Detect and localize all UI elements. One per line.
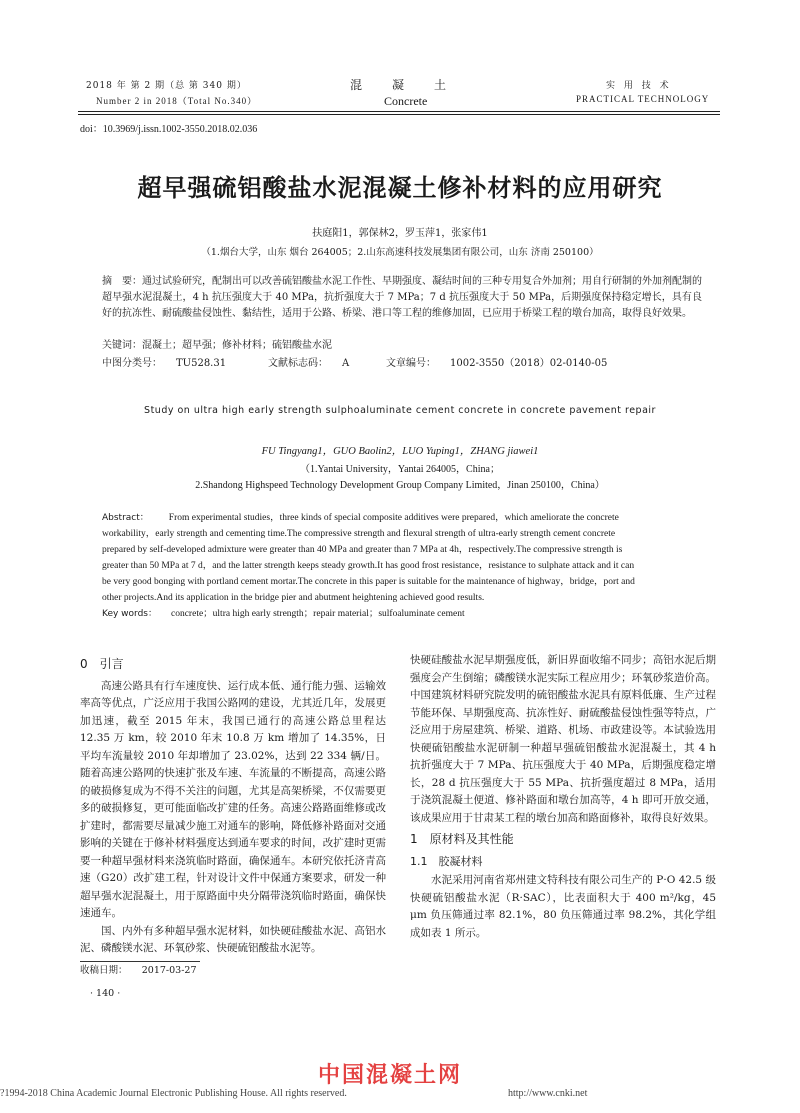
doi: doi：10.3969/j.issn.1002-3550.2018.02.036 bbox=[80, 124, 258, 135]
left-column bbox=[80, 652, 386, 1003]
section-name-cn: 实 用 技 术 bbox=[606, 81, 672, 91]
header-rule-bottom bbox=[78, 114, 720, 115]
article-no-label: 文章编号： bbox=[386, 358, 436, 369]
clc-value: TU528.31 bbox=[176, 358, 227, 369]
abstract-en-line: prepared by self-developed admixture were greater than 40 MPa and greater than 7 MPa at 4h，respectively.The compressive strength is bbox=[102, 545, 623, 555]
body-paragraph: 国、内外有多种超早强水泥材料，如快硬硅酸盐水泥、高铝水泥、磷酸镁水泥、环氧砂浆、快硬硫铝酸盐水泥等。 bbox=[80, 924, 386, 954]
journal-name-cn: 混 凝 土 bbox=[350, 78, 449, 92]
doc-code-value: A bbox=[342, 358, 350, 369]
right-column bbox=[410, 652, 716, 942]
subsection-heading-binder: 1.1 胶凝材料 bbox=[410, 854, 483, 868]
affiliations-cn: （1.烟台大学，山东 烟台 264005；2.山东高速科技发展集团有限公司，山东 济南 250100） bbox=[201, 247, 599, 258]
body-paragraph: 水泥采用河南省郑州建文特科技有限公司生产的 P·O 42.5 级快硬硫铝酸盐水泥（R·SAC），比表面积大于 400 m²/kg，45 μm 负压筛通过率 82.1%，80 负压筛通过率 98.2%，其化学组成如表 1 所示。 bbox=[410, 874, 716, 939]
abstract-en-line: workability，early strength and cementing time.The compressive strength and flexural strength of ultra-early strength cement concrete bbox=[102, 529, 616, 539]
clc bbox=[102, 356, 226, 372]
abstract-cn-label: 摘 要： bbox=[102, 276, 142, 287]
doc-code bbox=[268, 356, 349, 372]
section-name-en: PRACTICAL TECHNOLOGY bbox=[576, 94, 710, 104]
abstract-cn-text: 通过试验研究，配制出可以改善硫铝酸盐水泥工作性、早期强度、凝结时间的三种专用复合外加剂；用自行研制的外加剂配制的超早强水泥混凝土，4 h 抗压强度大于 40 MPa，抗折强度大于 7 MPa；7 d 抗压强度大于 50 MPa，后期强度保持稳定增长，具有良好的抗冻性、耐硫酸盐侵蚀性、黏结性，适用于公路、桥梁、港口等工程的维修加固，已应用于桥梁工程的墩台加高，取得良好效果。 bbox=[102, 276, 702, 319]
section-heading-intro: 0 引言 bbox=[80, 657, 124, 671]
doc-code-label: 文献标志码： bbox=[268, 358, 328, 369]
abstract-en-line: be very good bonging with portland cement mortar.The concrete in this paper is suitable for the maintenance of highway，bridge，port and bbox=[102, 577, 635, 587]
keywords-cn-text: 混凝土；超早强；修补材料；硫铝酸盐水泥 bbox=[142, 340, 332, 351]
watermark-site-name: 中国混凝土网 bbox=[318, 1063, 463, 1088]
copyright-notice: ?1994-2018 China Academic Journal Electronic Publishing House. All rights reserved. bbox=[0, 1088, 347, 1099]
article-no bbox=[386, 356, 607, 372]
received-date: 收稿日期： 2017-03-27 bbox=[80, 964, 197, 976]
abstract-en-line: other projects.And its application in the bridge pier and abutment heightening achieved good results. bbox=[102, 593, 485, 603]
header-rule-top bbox=[78, 111, 720, 112]
abstract-en-line: greater than 50 MPa at 7 d，and the latter strength keeps steady growth.It has good frost resistance，resistance to sulphate attack and it can bbox=[102, 561, 635, 571]
clc-label: 中图分类号： bbox=[102, 358, 162, 369]
journal-issue-cn: 2018 年 第 2 期（总 第 340 期） bbox=[86, 81, 247, 91]
abstract-en-label: Abstract： bbox=[102, 513, 149, 523]
authors-cn: 扶庭阳1，郭保林2，罗玉萍1，张家伟1 bbox=[312, 228, 488, 239]
keywords-cn bbox=[102, 338, 332, 354]
page-title: 超早强硫铝酸盐水泥混凝土修补材料的应用研究 bbox=[137, 174, 663, 202]
keywords-en-text: concrete；ultra high early strength；repair material；sulfoaluminate cement bbox=[171, 609, 465, 619]
body-paragraph: 高速公路具有行车速度快、运行成本低、通行能力强、运输效率高等优点，广泛应用于我国公路网的建设，尤其近几年，发展更加迅速，截至 2015 年末，我国已通行的高速公路总里程达 12.35 万 km，较 2010 年末 10.8 万 km 增加了 14.35%，日平均车流量较 2010 年却增加了 23.02%，达到 22 334 辆/日。随着高速公路网的快速扩张及车速、车流量的不断提高，高速公路的破损修复成为不得不关注的问题，尤其是高架桥梁，不仅需要更多的破损修复，更可能面临改扩建的任务。高速公路路面维修或改扩建时，都需要尽量减少施工对通车的影响，降低修补路面对交通影响的关键在于修补材料强度达到通车要求的时间，改扩建时更需要一种超早强材料来浇筑临时路面，确保通车。本研究依托济青高速（G20）改扩建工程，针对设计文件中保通方案要求，研发一种超早强水泥混凝土，用于原路面中央分隔带浇筑临时路面，确保快速通车。 bbox=[80, 679, 386, 919]
page-number: · 140 · bbox=[90, 988, 121, 999]
affil-en-2: 2.Shandong Highspeed Technology Development Group Company Limited，Jinan 250100，China） bbox=[195, 480, 605, 491]
article-no-value: 1002-3550（2018）02-0140-05 bbox=[450, 358, 608, 369]
abstract-en bbox=[102, 510, 702, 622]
cnki-url[interactable]: http://www.cnki.net bbox=[508, 1088, 588, 1099]
abstract-en-line: From experimental studies，three kinds of special composite additives were prepared，which ameliorate the concrete bbox=[168, 513, 619, 523]
journal-name-en: Concrete bbox=[384, 94, 428, 108]
body-paragraph: 快硬硅酸盐水泥早期强度低，新旧界面收缩不同步；高铝水泥后期强度会产生倒缩；磷酸镁水泥实际工程应用少；环氧砂浆造价高。中国建筑材料研究院发明的硫铝酸盐水泥具有原料低廉、生产过程节能环保、早期强度高、抗冻性好、耐硫酸盐侵蚀性强等特点，广泛应用于房屋建筑、桥梁、道路、机场、市政建设等。本试验选用快硬硫铝酸盐水泥研制一种超早强硫铝酸盐水泥混凝土，其 4 h 抗折强度大于 7 MPa、抗压强度大于 40 MPa，后期强度稳定增长，28 d 抗压强度大于 55 MPa、抗折强度超过 8 MPa，适用于浇筑混凝土便道、修补路面和墩台加高等，4 h 即可开放交通，该成果应用于甘肃某工程的墩台加高和路面修补，取得良好效果。 bbox=[410, 654, 716, 824]
title-en: Study on ultra high early strength sulphoaluminate cement concrete in concrete pavement repair bbox=[144, 405, 656, 416]
journal-issue-en: Number 2 in 2018（Total No.340） bbox=[96, 96, 258, 106]
abstract-cn bbox=[102, 274, 702, 322]
section-heading-materials: 1 原材料及其性能 bbox=[410, 832, 514, 846]
affil-en-1: （1.Yantai University，Yantai 264005，China； bbox=[300, 464, 500, 475]
authors-en: FU Tingyang1，GUO Baolin2，LUO Yuping1，ZHANG jiawei1 bbox=[261, 446, 539, 457]
keywords-cn-label: 关键词： bbox=[102, 340, 142, 351]
keywords-en-label: Key words： bbox=[102, 609, 157, 619]
